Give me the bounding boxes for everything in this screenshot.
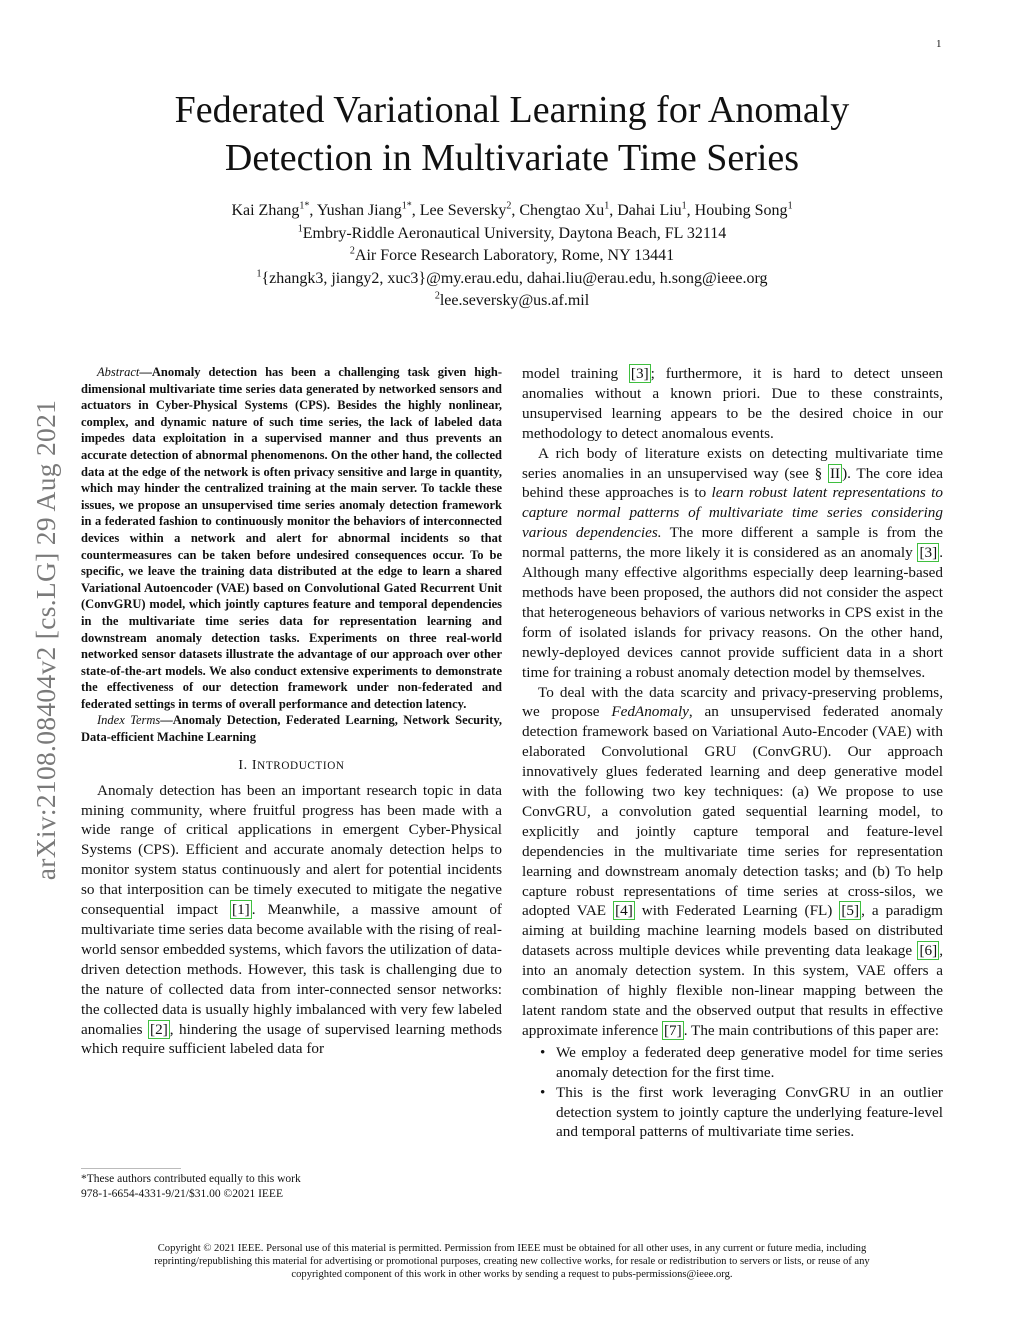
arxiv-identifier-text: arXiv:2108.08404v2 [cs.LG] 29 Aug 2021 bbox=[30, 399, 61, 881]
citation-link[interactable]: [2] bbox=[150, 1020, 168, 1038]
author-affiliation-mark: 2 bbox=[506, 200, 512, 212]
page-number: 1 bbox=[936, 38, 942, 50]
author-block bbox=[100, 200, 924, 313]
affiliation-1: $^1$Embry-Riddle Aeronautical University, Daytona Beach, FL 32114 bbox=[297, 223, 727, 242]
citation-link[interactable]: [5] bbox=[841, 902, 860, 920]
author-name: Yushan Jiang bbox=[316, 202, 402, 219]
author-affiliation-mark: 1* bbox=[401, 200, 412, 212]
body-paragraph: model training [3] ; furthermore, it is hard to detect unseen anomalies without a known priori. Due to these constraints, unsupervised learning appears to be the desired choice in our methodology to detect anomalous events. bbox=[522, 365, 943, 442]
copyright-notice bbox=[96, 1242, 928, 1282]
body-paragraph: To deal with the data scarcity and privacy-preserving problems, we propose FedAnomaly, an unsupervised federated anomaly detection framework based on Variational Auto-Encoder (VAE) with elaborated Convolutional GRU (ConvGRU). Our approach innovatively glues federated learning and deep generative model with the following two key techniques: (a) We propose to use ConvGRU, a convolution gated sequential learning model, to explicitly and jointly capture temporal and feature-level dependencies in the multivariate time series for representation learning and downstream anomaly detection tasks; and (b) To help capture robust representations of time series at cross-silos, we adopted VAE [4] with Federated Learning (FL) [5] , a paradigm aiming at building machine learning models based on distributed datasets across multiple devices while preventing data leakage [6] , into an anomaly detection system. In this system, VAE offers a combination of highly flexible non-linear mapping between the latent random state and the observed output that results in effective approximate inference [7] . The main contributions of this paper are: bbox=[522, 683, 943, 1039]
citation-link[interactable]: [3] bbox=[919, 544, 938, 562]
title-line-1: Federated Variational Learning for Anomaly bbox=[174, 89, 850, 131]
title-line-2: Detection in Multivariate Time Series bbox=[224, 137, 800, 179]
citation-link[interactable]: [7] bbox=[664, 1021, 682, 1039]
list-item: • This is the first work leveraging ConvGRU in an outlier detection system to jointly capture the underlying feature-level and temporal patterns of multivariate time series. bbox=[540, 1083, 943, 1141]
citation-link[interactable]: [4] bbox=[615, 902, 633, 920]
right-column bbox=[522, 364, 943, 1142]
author-affiliation-mark: 1 bbox=[787, 200, 793, 212]
citation-link[interactable]: [1] bbox=[232, 901, 250, 919]
intro-paragraph: Anomaly detection has been an important research topic in data mining community, where fruitful progress has been made with a wide range of critical applications in emergent Cyber-Physical Systems (CPS). Efficient and accurate anomaly detection helps to monitor system status continuously and alert for potential incidents so that interposition can be timely executed to mitigate the negative consequential impact [1] . Meanwhile, a massive amount of multivariate time series data become available with the rising of real-world sensor embedded systems, which favors the utilization of data-driven detection methods. However, this task is challenging due to the nature of collected data from inter-connected sensor networks: the collected data is usually highly imbalanced with very few labeled anomalies [2] , hindering the usage of supervised learning methods which require sufficient labeled data for bbox=[81, 781, 503, 1058]
emphasis-text: FedAnomaly bbox=[611, 703, 689, 721]
abstract bbox=[81, 364, 502, 712]
author-name: Houbing Song bbox=[694, 202, 788, 219]
author-name: Chengtao Xu bbox=[519, 202, 605, 219]
index-terms-text: —Anomaly Detection, Federated Learning, Network Security, Data-efficient Machine Learning bbox=[81, 713, 502, 745]
left-column bbox=[81, 364, 502, 1059]
list-item: • We employ a federated deep generative model for time series anomaly detection for the first time. bbox=[540, 1043, 943, 1081]
index-terms-label: Index Terms bbox=[97, 713, 161, 728]
emphasis-text: learn robust latent representations to capture normal patterns of multivariate time series considering various dependencies. bbox=[522, 484, 943, 542]
email-2: $^2$lee.seversky@us.af.mil bbox=[434, 290, 590, 309]
abstract-label: Abstract bbox=[97, 365, 140, 379]
citation-link[interactable]: [6] bbox=[919, 942, 938, 960]
author-list: Kai Zhang$^{1*}$, Yushan Jiang$^{1*}$, Lee Seversky$^2$, Chengtao Xu$^1$, Dahai Liu$^1$, Houbing Song$^1$ bbox=[231, 200, 793, 219]
author-name: Lee Seversky bbox=[419, 202, 507, 219]
author-name: Kai Zhang bbox=[231, 202, 300, 219]
copyright-line-2: reprinting/republishing this material for advertising or promotional purposes, creating new collective works, for resale or redistribution to servers or lists, or reuse of any bbox=[154, 1256, 870, 1268]
footnote-isbn: 978-1-6654-4331-9/21/$31.00 ©2021 IEEE bbox=[81, 1188, 283, 1200]
author-affiliation-mark: 1 bbox=[604, 200, 610, 212]
paper-title bbox=[100, 86, 924, 182]
copyright-line-3: copyrighted component of this work in other works by sending a request to pubs-permissions@ieee.org. bbox=[291, 1269, 733, 1281]
citation-link[interactable]: [3] bbox=[630, 365, 649, 382]
section-link[interactable]: II bbox=[829, 464, 841, 482]
author-affiliation-mark: 1* bbox=[299, 200, 310, 212]
footnote-divider bbox=[81, 1168, 181, 1169]
author-affiliation-mark: 1 bbox=[681, 200, 687, 212]
copyright-line-1: Copyright © 2021 IEEE. Personal use of this material is permitted. Permission from IEEE must be obtained for all other uses, in any current or future media, including bbox=[157, 1243, 867, 1254]
contribution-list bbox=[522, 1043, 943, 1143]
footnote-equal-contribution: *These authors contributed equally to this work bbox=[81, 1173, 301, 1185]
index-terms bbox=[81, 712, 502, 745]
abstract-text: —Anomaly detection has been a challenging task given high-dimensional multivariate time series data generated by networked sensors and actuators in Cyber-Physical Systems (CPS). Besides the highly nonlinear, complex, and dynamic nature of such time series, the lack of labeled data impedes data exploitation in a supervised manner and thus prevents an accurate detection of abnormal phenomenons. On the other hand, the collected data at the edge of the network is often privacy sensitive and large in quantity, which may hinder the centralized training at the main server. To tackle these issues, we propose an unsupervised time series anomaly detection framework in a federated fashion to continuously monitor the behaviors of interconnected devices within a network and alert for abnormal incidents so that countermeasures can be taken before undesired consequences occur. To be specific, we leave the training data distributed at the edge to learn a shared Variational Autoencoder (VAE) based on Convolutional Gated Recurrent Unit (ConvGRU) model, which jointly captures feature and temporal dependencies in the multivariate time series data for representation learning and downstream anomaly detection tasks. Experiments on three real-world networked sensor datasets illustrate the advantage of our approach over other state-of-the-art models. We also conduct extensive experiments to demonstrate the effectiveness of our detection framework under non-federated and federated settings in terms of overall performance and detection latency. bbox=[81, 365, 502, 711]
email-1: $^1${zhangk3, jiangy2, xuc3}@my.erau.edu, dahai.liu@erau.edu, h.song@ieee.org bbox=[256, 268, 768, 287]
section-heading-introduction: I. INTRODUCTION bbox=[238, 757, 345, 773]
bullet-icon: • bbox=[540, 1043, 546, 1061]
affiliation-2: $^2$Air Force Research Laboratory, Rome, NY 13441 bbox=[349, 245, 675, 264]
author-name: Dahai Liu bbox=[617, 202, 682, 219]
body-paragraph: A rich body of literature exists on detecting multivariate time series anomalies in an unsupervised way (see § II ). The core idea behind these approaches is to learn robust latent representations to capture normal patterns of multivariate time series considering various dependencies. The more different a sample is from the normal patterns, the more likely it is considered as an anomaly [3] . Although many effective algorithms especially deep learning-based methods have been proposed, the authors did not consider the aspect that heterogeneous behaviors of various networks in CPS exist in the form of isolated islands for privacy reasons. On the other hand, newly-deployed devices cannot provide sufficient data in a short time for training a robust anomaly detection model by themselves. bbox=[522, 444, 943, 681]
footnotes bbox=[81, 1172, 502, 1202]
bullet-icon: • bbox=[540, 1083, 546, 1101]
